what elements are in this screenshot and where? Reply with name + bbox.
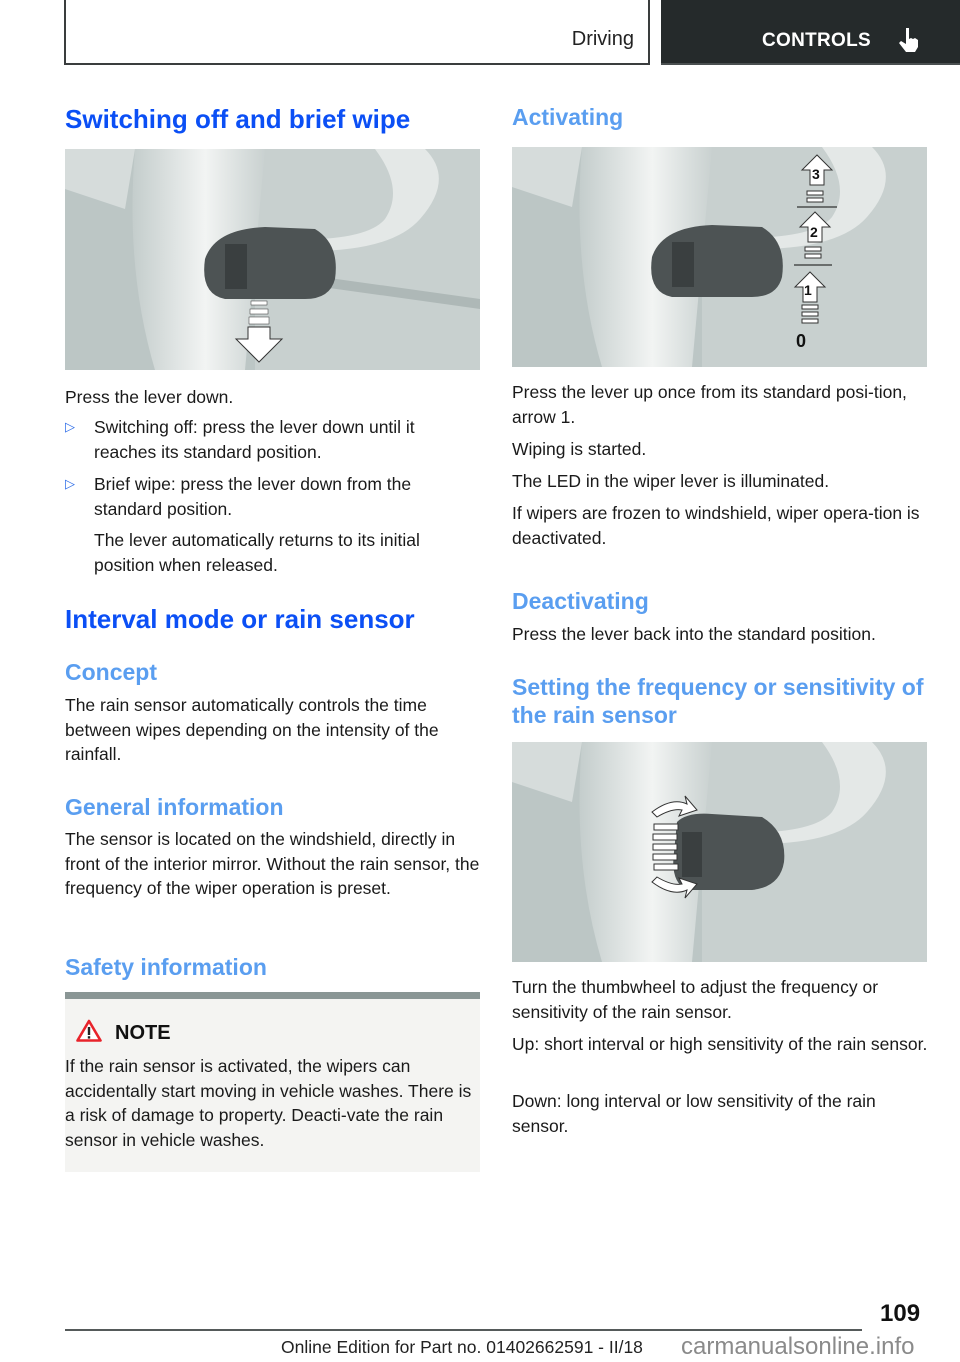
setting-text-3: Down: long interval or low sensitivity of the rain sensor. — [512, 1091, 876, 1136]
footer-divider — [65, 1329, 862, 1331]
arrow-label-1: 1 — [804, 282, 812, 298]
header-section-box — [64, 0, 650, 65]
header-chapter-label: CONTROLS — [762, 30, 872, 51]
general-info-text: The sensor is located on the windshield, directly in front of the interior mirror. Without the rain sensor, the frequency of the wiper operation is preset. — [65, 829, 480, 898]
lever-down-intro: Press the lever down. — [65, 387, 234, 407]
bullet-switching-off — [65, 415, 480, 465]
setting-text-1: Turn the thumbwheel to adjust the frequency or sensitivity of the rain sensor. — [512, 977, 879, 1022]
subsection-title-safety-info: Safety information — [65, 954, 267, 980]
thumbwheel-illustration — [512, 742, 927, 962]
header-section-label: Driving — [571, 28, 634, 50]
activating-text-3: The LED in the wiper lever is illuminated. — [512, 471, 830, 491]
deactivating-text: Press the lever back into the standard position. — [512, 624, 876, 644]
triangle-bullet-icon: ▷ — [65, 476, 75, 491]
concept-text: The rain sensor automatically controls the time between wipes depending on the intensity of the rainfall. — [65, 695, 439, 764]
warning-text: If the rain sensor is activated, the wipers can accidentally start moving in vehicle washes. There is a risk of damage to property. Deacti-vate the rain sensor in vehicle washes. — [65, 1056, 472, 1150]
bullet-subtext: The lever automatically returns to its initial position when released. — [94, 530, 420, 575]
subsection-title-activating: Activating — [512, 104, 624, 130]
arrow-label-0: 0 — [796, 331, 807, 351]
page-number: 109 — [880, 1300, 921, 1327]
warning-triangle-icon — [76, 1019, 102, 1042]
section-title-switching-off: Switching off and brief wipe — [65, 104, 411, 134]
section-title-interval-mode: Interval mode or rain sensor — [65, 604, 415, 634]
bullet-text: Switching off: press the lever down until it reaches its standard position. — [94, 417, 415, 462]
warning-note-box — [65, 992, 480, 1172]
activating-text-1: Press the lever up once from its standard posi-tion, arrow 1. — [512, 382, 907, 427]
header-chapter-box — [661, 0, 960, 65]
triangle-bullet-icon: ▷ — [65, 419, 75, 434]
setting-text-2: Up: short interval or high sensitivity of the rain sensor. — [512, 1034, 928, 1054]
lever-up-illustration — [512, 147, 927, 367]
subsection-title-setting-frequency: Setting the frequency or sensitivity of the rain sensor — [512, 674, 924, 728]
footer-brand-watermark: carmanualsonline.info — [681, 1333, 915, 1360]
bullet-text: Brief wipe: press the lever down from the standard position. — [94, 474, 412, 519]
figure-lever-down — [65, 149, 480, 370]
subsection-title-deactivating: Deactivating — [512, 588, 649, 614]
activating-text-4: If wipers are frozen to windshield, wiper opera-tion is deactivated. — [512, 503, 920, 548]
bullet-brief-wipe — [65, 472, 480, 577]
subsection-title-general-info: General information — [65, 794, 284, 820]
figure-thumbwheel — [512, 742, 927, 962]
arrow-label-3: 3 — [812, 166, 820, 182]
warning-title: NOTE — [115, 1022, 171, 1044]
pointing-hand-icon — [896, 26, 922, 54]
activating-text-2: Wiping is started. — [512, 439, 647, 459]
lever-down-illustration — [65, 149, 480, 370]
subsection-title-concept: Concept — [65, 659, 157, 685]
footer-edition: Online Edition for Part no. 01402662591 - II/18 — [281, 1337, 643, 1357]
arrow-label-2: 2 — [810, 224, 818, 240]
figure-lever-up-positions — [512, 147, 927, 367]
